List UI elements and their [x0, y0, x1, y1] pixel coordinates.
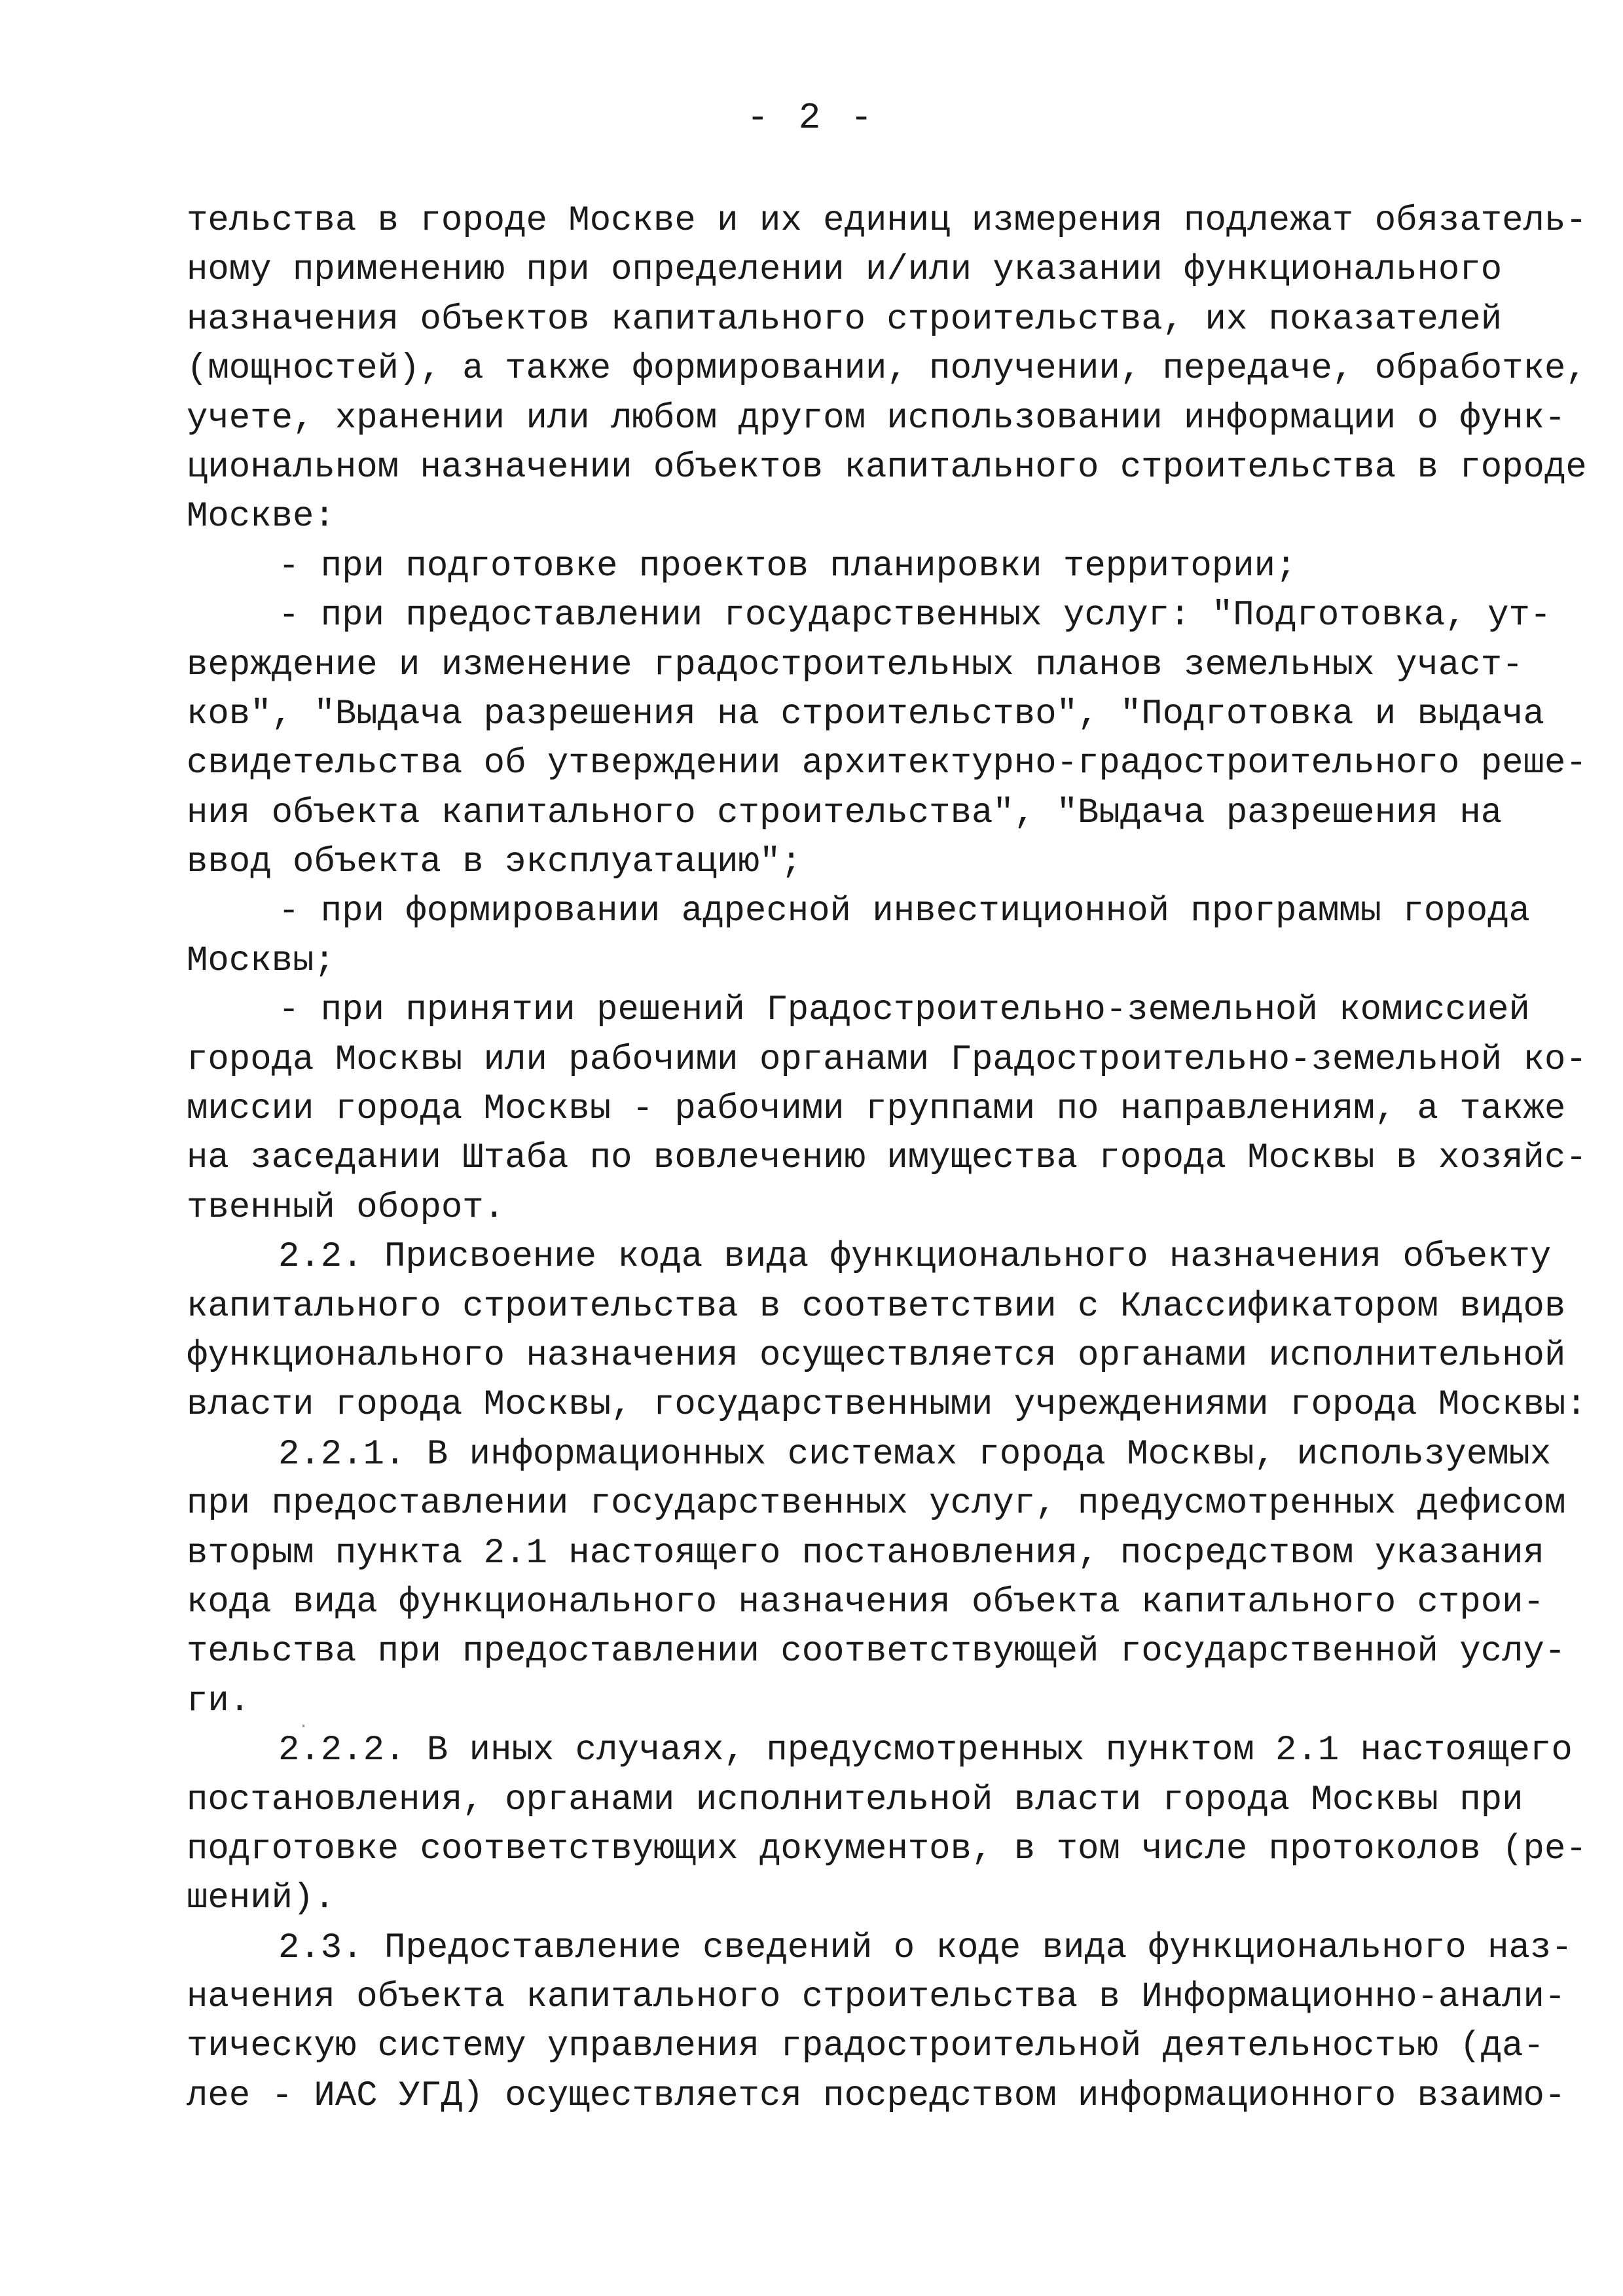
text-line: циональном назначении объектов капитального строительства в городе	[187, 447, 1587, 488]
text-line: учете, хранении или любом другом использовании информации о функ-	[187, 398, 1566, 439]
text-line: ков", "Выдача разрешения на строительство", "Подготовка и выдача	[187, 694, 1544, 734]
text-line: - при предоставлении государственных услуг: "Подготовка, ут-	[278, 596, 1552, 636]
text-line: шений).	[187, 1878, 335, 1919]
text-line: капитального строительства в соответствии с Классификатором видов	[187, 1286, 1566, 1327]
text-line: 2.2.2. В иных случаях, предусмотренных пунктом 2.1 настоящего	[278, 1731, 1573, 1771]
text-line: начения объекта капитального строительства в Информационно-анали-	[187, 1977, 1566, 2018]
text-line: подготовке соответствующих документов, в том числе протоколов (ре-	[187, 1829, 1587, 1869]
text-line: - при принятии решений Градостроительно-земельной комиссией	[278, 990, 1530, 1031]
text-line: 2.3. Предоставление сведений о коде вида функционального наз-	[278, 1928, 1573, 1968]
page-number: - 2 -	[746, 97, 877, 139]
text-line: тельства в городе Москве и их единиц измерения подлежат обязатель-	[187, 201, 1587, 241]
text-line: ги.	[187, 1681, 251, 1721]
text-line: тельства при предоставлении соответствующей государственной услу-	[187, 1632, 1566, 1672]
text-line: миссии города Москвы - рабочими группами по направлениям, а также	[187, 1089, 1566, 1130]
text-line: 2.2.1. В информационных системах города Москвы, используемых	[278, 1434, 1552, 1475]
text-line: 2.2. Присвоение кода вида функционального назначения объекту	[278, 1237, 1552, 1278]
text-line: власти города Москвы, государственными учреждениями города Москвы:	[187, 1385, 1587, 1426]
text-line: верждение и изменение градостроительных планов земельных участ-	[187, 645, 1523, 685]
text-line: вторым пункта 2.1 настоящего постановления, посредством указания	[187, 1533, 1544, 1573]
text-line: лее - ИАС УГД) осуществляется посредством информационного взаимо-	[187, 2075, 1566, 2116]
text-line: (мощностей), а также формировании, получении, передаче, обработке,	[187, 349, 1587, 389]
text-line: ному применению при определении и/или указании функционального	[187, 250, 1503, 291]
text-line: города Москвы или рабочими органами Градостроительно-земельной ко-	[187, 1039, 1587, 1080]
text-line: ния объекта капитального строительства", "Выдача разрешения на	[187, 793, 1503, 833]
scan-speck	[302, 1725, 304, 1727]
text-line: функционального назначения осуществляется органами исполнительной	[187, 1335, 1566, 1376]
text-line: назначения объектов капитального строительства, их показателей	[187, 299, 1503, 340]
text-line: - при формировании адресной инвестиционной программы города	[278, 891, 1530, 932]
text-line: Москвы;	[187, 941, 335, 981]
text-line: твенный оборот.	[187, 1187, 505, 1228]
body-text	[187, 196, 1587, 2121]
text-line: кода вида функционального назначения объекта капитального строи-	[187, 1582, 1544, 1623]
text-line: на заседании Штаба по вовлечению имущества города Москвы в хозяйс-	[187, 1138, 1587, 1179]
text-line: - при подготовке проектов планировки территории;	[278, 546, 1297, 586]
text-line: тическую систему управления градостроительной деятельностью (да-	[187, 2026, 1544, 2067]
text-line: постановления, органами исполнительной власти города Москвы при	[187, 1780, 1523, 1820]
text-line: свидетельства об утверждении архитектурно-градостроительного реше-	[187, 744, 1587, 784]
text-line: ввод объекта в эксплуатацию";	[187, 842, 802, 883]
text-line: Москве:	[187, 497, 335, 537]
text-line: при предоставлении государственных услуг, предусмотренных дефисом	[187, 1484, 1566, 1524]
